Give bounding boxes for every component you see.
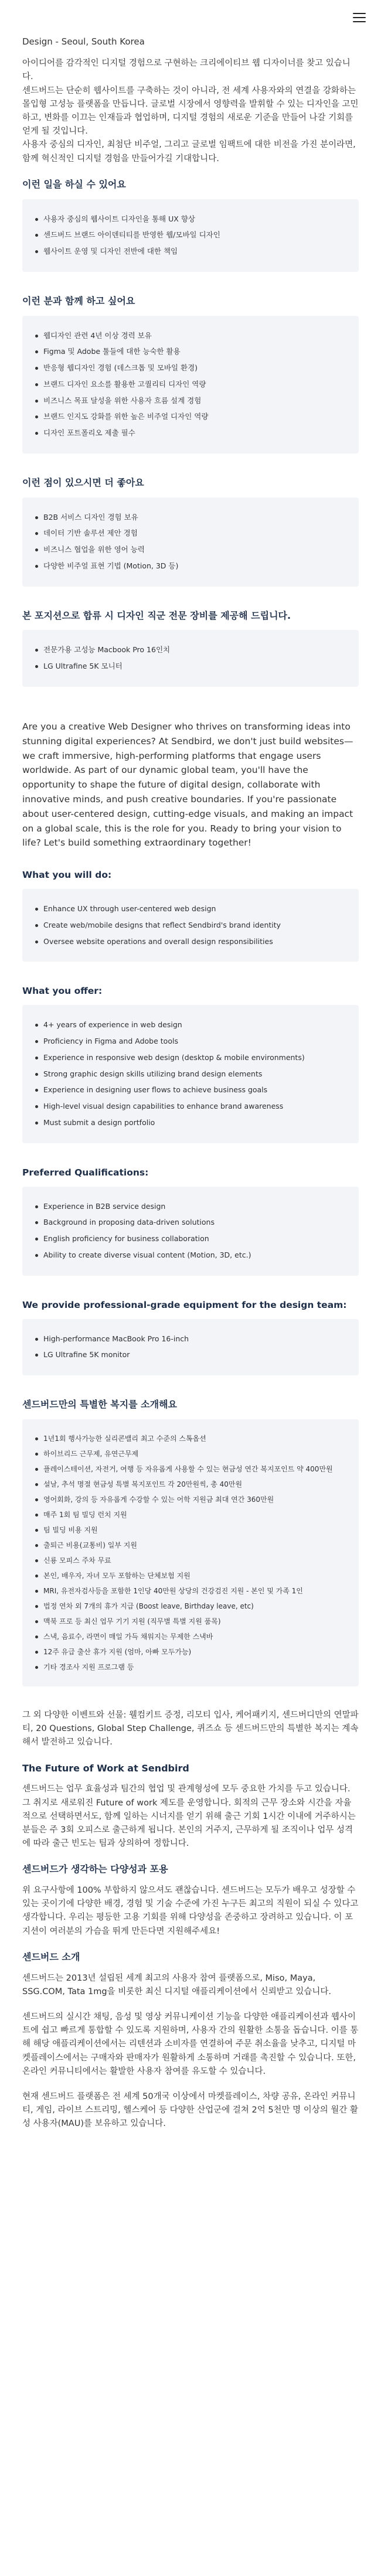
benefit-item: 하이브리드 근무제, 유연근무제 [34,1449,347,1459]
list-item: LG Ultrafine 5K 모니터 [34,661,347,672]
bullet-list [34,1334,347,1361]
benefit-item: 플레이스테이션, 자전거, 여행 등 자유롭게 사용할 수 있는 현금성 연간 복지포인트 약 400만원 [34,1464,347,1474]
list-item: 브랜드 인지도 강화를 위한 높은 비주얼 디자인 역량 [34,411,347,422]
section-title: What you will do: [22,870,112,881]
bullet-list [34,214,347,257]
list-item: Experience in responsive web design (desktop & mobile environments) [34,1052,347,1064]
section-box [22,1187,359,1276]
list-item: Experience in designing user flows to achieve business goals [34,1085,347,1096]
section-box [22,1005,359,1143]
en-sections [22,868,359,1375]
diversity-title: 센드버드가 생각하는 다양성과 포용 [22,1863,168,1875]
list-item: High-level visual design capabilities to enhance brand awareness [34,1101,347,1112]
about-paragraph: 현재 센드버드 플랫폼은 전 세계 50개국 이상에서 마켓플레이스, 차량 공유, 온라인 커뮤니티, 게임, 라이브 스트리밍, 헬스케어 등 다양한 산업군에 걸쳐 2억 5천만 명 이상의 월간 활성 사용자(MAU)를 보유하고 있습니다. [22,2091,359,2129]
bullet-list [34,1201,347,1261]
benefit-item: 신룡 모피스 주차 무료 [34,1555,347,1566]
section-title: 이런 점이 있으시면 더 좋아요 [22,476,144,488]
list-item: Enhance UX through user-centered web design [34,904,347,915]
benefit-item: 맥북 프로 등 최신 업무 기기 지원 (직무별 특별 지원 품목) [34,1616,347,1627]
menu-line [353,21,366,22]
benefit-item: 본인, 배우자, 자녀 모두 포함하는 단체보험 지원 [34,1570,347,1581]
section-box [22,498,359,587]
culture-text: 센드버드는 업무 효율성과 팀간의 협업 및 관계형성에 모두 중요한 가치를 두고 있습니다. 그 취지로 새로워진 Future of work 제도를 운영합니다. 회적의 근무 장소와 시간을 자율적으로 선택하면서도, 함께 일하는 시너지를 얻기 위해 출근 기회 1시간 이내에 거주하시는 분들은 주 3회 오피스로 출근하게 됩니다. 본인의 거주지, 근무하게 될 조직이나 업무 성격에 따라 출근 빈도는 팀과 상의하여 정합니다. [22,1784,356,1849]
benefits-box [22,1419,359,1686]
benefit-item: 법정 연차 외 7개의 휴가 지급 (Boost leave, Birthday leave, etc) [34,1601,347,1611]
list-item: B2B 서비스 디자인 경험 보유 [34,512,347,523]
bullet-list [34,904,347,947]
events-paragraph: 그 외 다양한 이벤트와 선물: 웰컴키트 증정, 리모티 입사, 케어패키지, 센드버디만의 연말파티, 20 Questions, Global Step Challenge, 퀴즈쇼 등 센드버드만의 특별한 복지는 계속해서 발전하고 있습니다. [22,1710,359,1747]
benefit-item: 매주 1회 팀 빌딩 런치 지원 [34,1510,347,1520]
benefit-item: 1년1회 행사가능한 실리콘밸리 최고 수준의 스톡옵션 [34,1433,347,1444]
list-item: Proficiency in Figma and Adobe tools [34,1036,347,1047]
kr-sections [22,178,359,687]
benefit-item: 설날, 추석 명절 현금성 특별 복지포인트 각 20만원씩, 총 40만원 [34,1479,347,1490]
hamburger-menu-icon[interactable] [353,13,366,22]
top-bar [0,0,381,35]
list-item: 반응형 웹디자인 경험 (데스크톱 및 모바일 환경) [34,363,347,374]
benefit-item: 스낵, 음료수, 라면이 매일 가득 채워지는 무제한 스낵바 [34,1631,347,1642]
list-item: 사용자 중심의 웹사이트 디자인을 통해 UX 향상 [34,214,347,225]
list-item: Oversee website operations and overall design responsibilities [34,936,347,948]
section-title: 본 포지션으로 합류 시 디자인 직군 전문 장비를 제공해 드립니다. [22,609,291,621]
benefit-item: MRI, 유전자검사등을 포함한 1인당 40만원 상당의 건강검진 지원 - 본인 및 가족 1인 [34,1586,347,1596]
benefit-item: 영어회화, 강의 등 자유롭게 수강할 수 있는 어학 지원금 최대 연간 360만원 [34,1494,347,1505]
list-item: Strong graphic design skills utilizing brand design elements [34,1069,347,1080]
bullet-list [34,330,347,439]
section-title: Preferred Qualifications: [22,1167,149,1178]
list-item: 전문가용 고성능 Macbook Pro 16인치 [34,645,347,656]
list-item: LG Ultrafine 5K monitor [34,1350,347,1361]
menu-line [353,13,366,14]
intro-en: Are you a creative Web Designer who thrives on transforming ideas into stunning digital experiences? At Sendbird, we don't just build websites—we craft immersive, high-performing platforms that engage users worldwide. As part of our dynamic global team, you'll have the opportunity to shape the future of digital design, collaborate with innovative minds, and push creative boundaries. If you're passionate about user-centered design, cutting-edge visuals, and making an impact on a global scale, this is the role for you. Ready to bring your vision to life? Let's build something extraordinary together! [22,721,353,849]
section-box [22,630,359,687]
list-item: Create web/mobile designs that reflect Sendbird's brand identity [34,920,347,931]
bullet-list [34,512,347,572]
list-item: Figma 및 Adobe 툴들에 대한 능숙한 활용 [34,346,347,357]
list-item: 비즈니스 협업을 위한 영어 능력 [34,544,347,556]
menu-line [353,17,366,18]
section-box [22,1319,359,1376]
benefit-item: 기타 경조사 지원 프로그램 등 [34,1662,347,1672]
section-title: 이런 일을 하실 수 있어요 [22,178,126,190]
list-item: 웹사이트 운영 및 디자인 전반에 대한 책임 [34,246,347,257]
list-item: 다양한 비주얼 표현 기법 (Motion, 3D 등) [34,561,347,572]
job-description [0,35,381,2166]
list-item: Must submit a design portfolio [34,1117,347,1129]
about-paragraph: 센드버드는 2013년 설립된 세계 최고의 사용자 참여 플랫폼으로, Miso, Maya, SSG.COM, Tata 1mg을 비롯한 최신 디지털 애플리케이션에서 신뢰받고 있습니다. [22,1973,332,1996]
list-item: English proficiency for business collaboration [34,1234,347,1245]
list-item: 브랜드 디자인 요소를 활용한 고퀄리티 디자인 역량 [34,379,347,390]
list-item: Ability to create diverse visual content (Motion, 3D, etc.) [34,1250,347,1261]
section-title: What you offer: [22,986,103,997]
benefit-item: 12주 유급 출산 휴가 지원 (엄마, 아빠 모두가능) [34,1647,347,1657]
section-box [22,316,359,454]
about-paragraph: 센드버드의 실시간 채팅, 음성 및 영상 커뮤니케이션 기능을 다양한 애플리케이션과 웹사이트에 쉽고 빠르게 통합할 수 있도록 지원하며, 사용자 간의 원활한 소통을 돕습니다. 이를 통해 해당 애플리케이션에서는 리텐션과 소비자를 연결하여 주문 취소율을 낮추고, 디지털 마켓플레이스에서는 구매자와 판매자가 원활하게 소통하며 거래를 촉진할 수 있습니다. 또한, 온라인 커뮤니티에서는 활발한 사용자 참여를 유도할 수 있습니다. [22,2012,359,2076]
benefits-list [34,1433,347,1672]
list-item: 데이터 기반 솔루션 제안 경험 [34,528,347,539]
benefits-title: 센드버드만의 특별한 복지를 소개해요 [22,1399,178,1410]
bullet-list [34,1020,347,1128]
job-location: Design - Seoul, South Korea [22,36,145,47]
about-title: 센드버드 소개 [22,1951,80,1962]
benefits-section [22,1398,359,1686]
list-item: 4+ years of experience in web design [34,1020,347,1031]
intro-kr: 아이디어를 감각적인 디지털 경험으로 구현하는 크리에이티브 웹 디자이너를 찾고 있습니다. 센드버드는 단순히 웹사이트를 구축하는 것이 아니라, 전 세계 사용자와의 연결을 강화하는 몰입형 고성능 플랫폼을 만듭니다. 글로벌 시장에서 영향력을 발휘할 수 있는 디자인을 고민하고, 변화를 이끄는 인재들과 협업하며, 디지털 경험의 새로운 기준을 만들어 나갈 기회를 얻게 될 것입니다. 사용자 중심의 디자인, 최첨단 비주얼, 그리고 글로벌 임팩트에 대한 비전을 가진 분이라면, 함께 혁신적인 디지털 경험을 만들어가길 기대합니다. [22,59,359,163]
bullet-list [34,645,347,672]
list-item: 비즈니스 목표 달성을 위한 사용자 흐름 설계 경험 [34,396,347,407]
list-item: High-performance MacBook Pro 16-inch [34,1334,347,1345]
section-title: We provide professional-grade equipment for the design team: [22,1299,347,1310]
list-item: Experience in B2B service design [34,1201,347,1212]
culture-title: The Future of Work at Sendbird [22,1762,189,1774]
section-box [22,889,359,962]
list-item: Background in proposing data-driven solutions [34,1217,347,1228]
section-title: 이런 분과 함께 하고 싶어요 [22,295,135,306]
benefit-item: 팀 빌딩 비용 지원 [34,1525,347,1535]
list-item: 센드버드 브랜드 아이덴티티를 반영한 웹/모바일 디자인 [34,230,347,241]
section-box [22,199,359,272]
list-item: 디자인 포트폴리오 제출 필수 [34,428,347,439]
diversity-text: 위 요구사항에 100% 부합하지 않으셔도 괜찮습니다. 센드버드는 모두가 배우고 성장할 수 있는 곳이기에 다양한 배경, 경험 및 기술 수준에 가진 누구든 최고의 직원이 되실 수 있다고 생각합니다. 우리는 평등한 고용 기회를 위해 다양성을 존중하고 장려하고 있습니다. 이 포지션이 여러분의 가슴을 뛰게 만든다면 지원해주세요! [22,1886,359,1936]
benefit-item: 출퇴근 비용(교통비) 일부 지원 [34,1540,347,1551]
list-item: 웹디자인 관련 4년 이상 경력 보유 [34,330,347,342]
